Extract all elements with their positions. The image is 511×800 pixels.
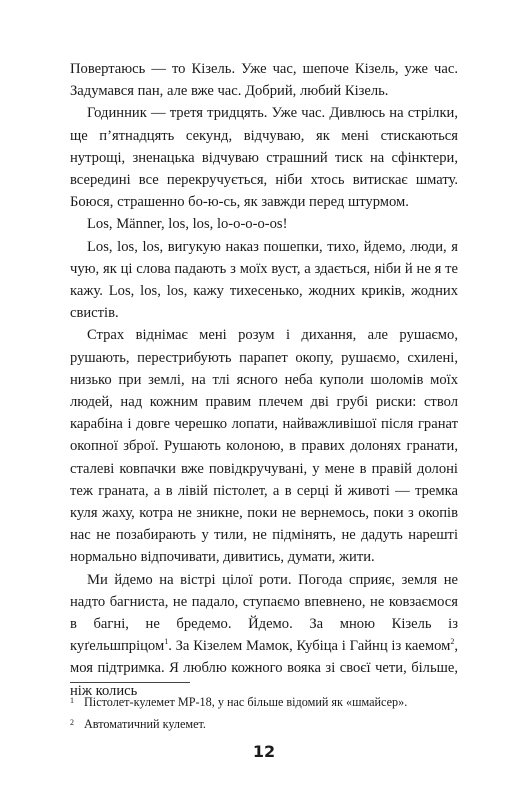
footnote-mark: 1 xyxy=(70,696,74,705)
body-text xyxy=(70,58,458,702)
footnote-2 xyxy=(70,714,458,736)
paragraph-text-continued: , моя підтримка. Я люблю кожного вояка зі своєї чети, більше, ніж колись xyxy=(70,638,458,699)
paragraph-text: Повертаюсь — то Кізель. Уже час, шепоче Кізель, уже час. Задумався пан, але вже час. Добрий, любий Кізель. xyxy=(70,61,458,100)
book-page xyxy=(70,58,458,778)
footnote-1 xyxy=(70,692,458,714)
footnote-mark: 2 xyxy=(70,718,74,727)
footnote-ref-2: 2 xyxy=(450,637,455,647)
paragraph-1 xyxy=(70,58,458,102)
paragraph-2 xyxy=(70,102,458,213)
paragraph-5 xyxy=(70,324,458,568)
paragraph-text: Страх віднімає мені розум і дихання, але рушаємо, рушають, перестрибують парапет окопу, рушаємо, схилені, низько при землі, на тлі ясного неба куполи шоломів моїх людей, над кожним правим плечем дві грубі риски: ствол карабіна і довге черешко лопати, найважливішої після гранат окопної зброї. Рушають колоною, в правих долонях гранати, сталеві ковпачки вже повідкручувані, у мене в правій долоні теж граната, а в лівій пістолет, а в серці й животі — тремка куля жаху, котра не зникне, поки не вернемось, поки з окопів нас не позабирають у тили, не підмінять, не дадуть нарешті нормально відпочивати, дивитись, думати, жити. xyxy=(70,327,458,566)
paragraph-text-continued: . За Кізелем Мамок, Кубіца і Гайнц із каемом xyxy=(168,638,451,655)
paragraph-text: Los, los, los, вигукую наказ пошепки, тихо, йдемо, люди, я чую, як ці слова падають з моїх вуст, а здається, ніби й не я те кажу. Los, los, los, кажу тихесенько, жодних криків, жодних свистів. xyxy=(70,238,458,322)
footnotes xyxy=(70,692,458,736)
paragraph-4 xyxy=(70,236,458,325)
paragraph-text: Ми йдемо на вістрі цілої роти. Погода сприяє, земля не надто багниста, не падало, ступаємо впевнено, не ковзаємося в багні, не бредемо. Йдемо. За мною Кізель із куґельшпріцом xyxy=(70,571,458,655)
footnote-text: Автоматичний кулемет. xyxy=(84,717,206,731)
paragraph-3 xyxy=(70,213,458,235)
paragraph-text: Los, Männer, los, los, lo-o-o-o-os! xyxy=(87,216,288,233)
paragraph-text: Годинник — третя тридцять. Уже час. Дивлюсь на стрілки, ще п’ятнадцять секунд, відчуваю, як мені стискаються нутрощі, зненацька відчуваю страшний тиск на сфінктери, всередині все перекручується, ніби хтось витискає шмату. Боюся, страшенно бо-ю-сь, як завжди перед штурмом. xyxy=(70,105,458,211)
footnote-ref-1: 1 xyxy=(164,637,169,647)
page-number: 12 xyxy=(252,742,276,761)
footnote-text: Пістолет-кулемет МР-18, у нас більше відомий як «шмайсер». xyxy=(84,695,408,709)
footnote-divider xyxy=(70,682,190,683)
